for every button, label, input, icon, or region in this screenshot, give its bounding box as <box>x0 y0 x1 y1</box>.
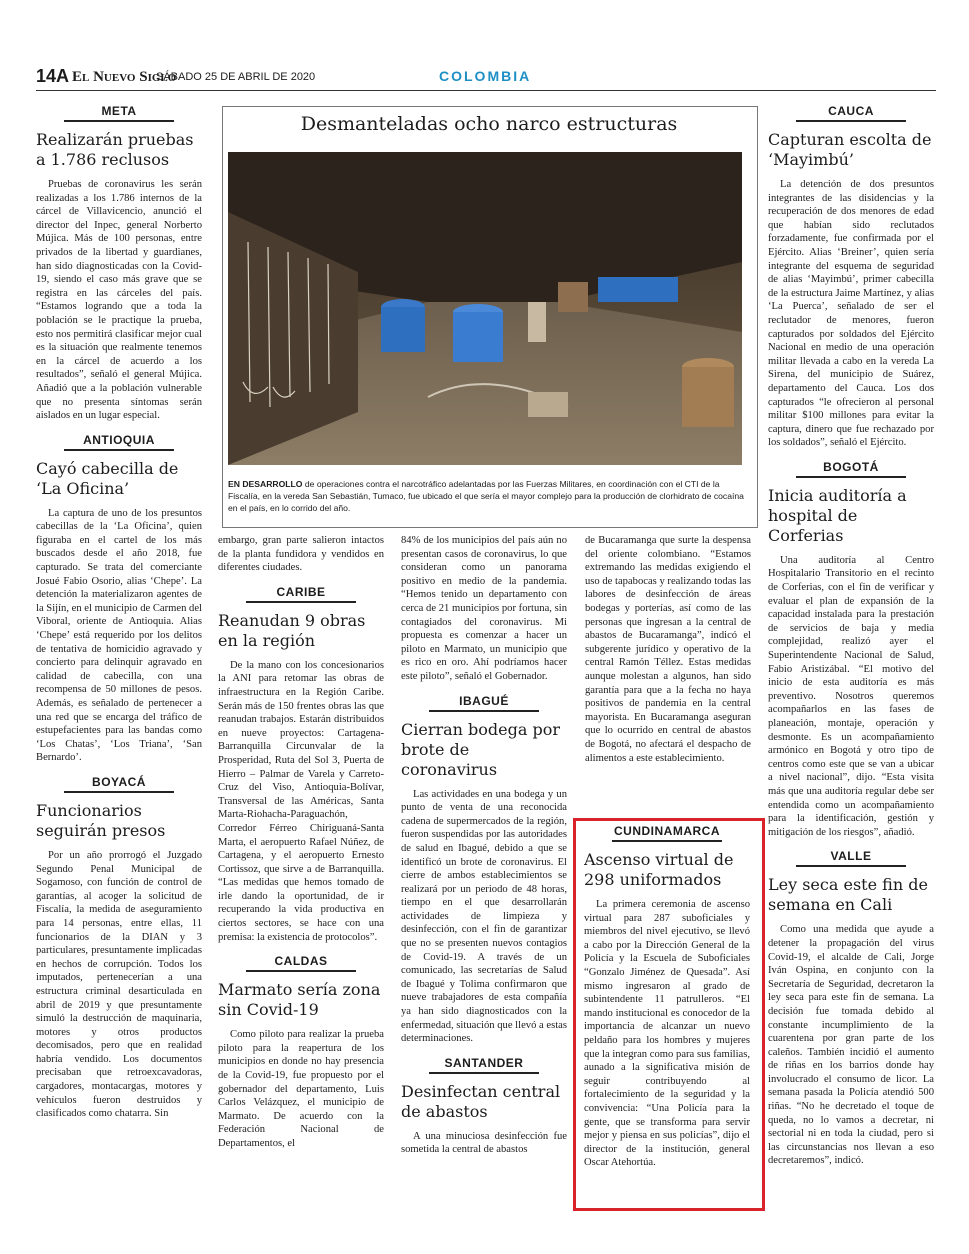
article-body: Por un año prorrogó el Juzgado Segundo Penal Municipal de Sogamoso, con función de control de garantías, al acoger la solicitud de Fiscalía, la medida de aseguramiento para 14 personas, entre ellas, 11 funcionarios de la DIAN y 3 particulares, presuntamente implicadas en hechos de corrupción. Todos los imputados, pertenecerían a una estructura criminal desarticulada en abril de 2019 y que presuntamente simuló la destrucción de maquinaria, motores y otros productos decomisados, pero que en realidad habría vendido. Los documentos precisaban que retroexcavadoras, cargadores, montacargas, motores y vehículos fueron destruidos y clasificados como chatarra. Sin <box>36 849 202 1120</box>
article-body: A una minuciosa desinfección fue sometida la central de abastos <box>401 1130 567 1156</box>
feature-photo <box>228 152 742 465</box>
article-body: La detención de dos presuntos integrantes de las disidencias y la recuperación de dos menores de edad que habían sido reclutados forzadamente, fue confirmada por el Ejército. Alias ‘Breiner’, quien sería integrante del esquema de seguridad de alias ‘Mayimbú’, primer cabecilla de la estructura Jaime Martínez, y alias ‘La Puerca’, señalado de ser el reclutador de menores, fueron capturados por soldados del Ejército Nacional en medio de una operación militar llevada a cabo en la vereda La Sirena, del municipio de Suárez, departamento del Cauca. Los dos capturados “le ofrecieron al personal militar $100 millones para evitar la captura, dinero que fue rechazado por los soldados”, señaló el Ejército. <box>768 179 934 449</box>
feature-caption <box>228 478 748 514</box>
article-body: de Bucaramanga que surte la despensa del oriente colombiano. “Estamos extremando las medidas exigiendo el uso de tapabocas y realizando todas las labores de desinfección de áreas bodegas y porterías, así como de las personas que ingresan a la central de abastos de Bucaramanga”, indicó el subgerente jurídico y operativo de la central Ramón Téllez. Estas medidas aunque molestan a algunos, han sido garantía para que a la fecha no haya positivos de pandemia en la central mayorista. En Bucaramanga aseguran que lo ocurrido en central de abastos de Bogotá, no afectará el despacho de alimentos a este establecimiento. <box>585 535 751 764</box>
region-tag: ANTIOQUIA <box>64 433 174 451</box>
newspaper-name: El Nuevo Siglo <box>72 69 177 85</box>
article-headline: Marmato sería zona sin Covid-19 <box>218 980 381 1020</box>
article-headline: Reanudan 9 obras en la región <box>218 610 366 650</box>
column-2 <box>218 534 384 1194</box>
region-tag: SANTANDER <box>429 1056 539 1074</box>
region-tag: CUNDINAMARCA <box>612 824 722 842</box>
page-number: 14A <box>36 66 70 86</box>
page-header <box>36 66 936 90</box>
article-continued <box>585 534 751 765</box>
article-body: La primera ceremonia de ascenso virtual para 287 suboficiales y miembros del nivel ejecutivo, se llevó a cabo por la Dirección General de la Policía y la Escuela de Suboficiales “Gonzalo Jiménez de Quesada”. Así mismo ingresaron al grado de subintendente 11 patrulleros. “El mando institucional es conocedor de la importancia de alcanzar un nuevo peldaño para los hombres y mujeres que la integran como para sus familias, aunado a la significativa misión de seguir contribuyendo al fortalecimiento de la seguridad y la convivencia: “Una Policía para la gente, que se transforma para servir mejor y piensa en sus policías”, dijo el director de la institución, general Oscar Atehortúa. <box>584 899 750 1169</box>
article-santander <box>401 1056 567 1157</box>
article-body: embargo, gran parte salieron intactos de la planta fundidora y vendidos en diferentes ciudades. <box>218 535 384 574</box>
region-tag: VALLE <box>796 849 906 867</box>
article-headline: Capturan escolta de ‘Mayimbú’ <box>768 130 932 169</box>
article-headline: Cierran bodega por brote de coronavirus <box>401 719 561 779</box>
article-cundinamarca <box>584 824 750 1170</box>
region-tag: IBAGUÉ <box>429 694 539 712</box>
article-meta <box>36 104 202 423</box>
article-caldas <box>218 954 384 1150</box>
article-continued <box>401 534 567 684</box>
feature-title: Desmanteladas ocho narco estructuras <box>300 113 678 135</box>
article-ibague <box>401 694 567 1046</box>
article-body: 84% de los municipios del país aún no presentan casos de coronavirus, lo que consideran como un panorama positivo en medio de la pandemia. “Hemos tenido un departamento con cerca de 21 municipios por fortuna, sin contagiados del coronavirus. Mi propuesta es comenzar a hacer un piloto en Marmato, un municipio que es rico en oro. Ahí podríamos hacer este piloto”, señaló el Gobernador. <box>401 535 567 682</box>
column-1 <box>36 104 202 1194</box>
article-headline: Desinfectan central de abastos <box>401 1081 561 1121</box>
article-headline: Ascenso virtual de 298 uniformados <box>584 850 734 889</box>
caption-text: de operaciones contra el narcotráfico adelantadas por las Fuerzas Militares, en coordinación con el CTI de la Fiscalía, en la vereda San Sebastián, Tumaco, fue ubicado el que sería el mayor complejo para la producción de clorhidrato de cocaína en el país, en lo corrido del año. <box>228 479 744 513</box>
column-4-top <box>585 534 751 814</box>
region-tag: META <box>64 104 174 122</box>
article-headline: Inicia auditoría a hospital de Corferias <box>768 485 907 545</box>
article-body: La captura de uno de los presuntos cabecillas de la ‘La Oficina’, quien figuraba en el cartel de los más buscados desde el año 2018, fue capturado. Se trata del comerciante Josué Fabio Osorio, alias ‘Chepe’. La detención la materializaron agentes de la Sijín, en el municipio de Carmen del Viboral, oriente de Antioquia. Alias ‘Chepe’ está requerido por los delitos de tentativa de homicidio agravado y concierto para delinquir agravado en calidad de cabecilla, con una recompensa de 50 millones de pesos. Además, es señalado de pertenecer a una red que se encarga del tráfico de estupefacientes para las bandas como ‘Los Chatas’, ‘Los Triana’, ‘San Bernardo’. <box>36 507 202 764</box>
article-body: Como piloto para realizar la prueba piloto para la reapertura de los municipios en donde no hay presencia de la Covid-19, fue propuesto por el gobernador del departamento, Luis Carlos Velázquez, el municipio de Marmato. De acuerdo con la Federación Nacional de Departamentos, el <box>218 1029 384 1149</box>
region-tag: CAUCA <box>796 104 906 122</box>
column-4-highlighted <box>584 824 750 1200</box>
article-body: De la mano con los concesionarios la ANI para retomar las obras de infraestructura en la Región Caribe. Serán más de 150 frentes obras las que reanudan trabajos. Estarán distribuidos en nueve proyectos: Cartagena-Barranquilla Circunvalar de la Prosperidad, Ruta del Sol 3, Puerta de Hierro – Palmar de Varela y Carreto-Cruz del Viso, Antioquia-Bolívar, Transversal de las Américas, Santa Marta-Riohacha-Paraguachón, Corredor Férreo Chiriguaná-Santa Marta, el aeropuerto Rafael Núñez, de Cartagena, y el aeropuerto Ernesto Cortissoz, que sirve a de Barranquilla. “Las medidas que hemos tomado de irle dando la oportunidad, de ir recuperando la vida productiva en ciertos sectores, se hace con una premisa: la existencia de protocolos”. <box>218 659 384 943</box>
section-name: COLOMBIA <box>439 68 532 84</box>
column-3 <box>401 534 567 1194</box>
article-valle <box>768 849 934 1168</box>
article-body: Pruebas de coronavirus les serán realizadas a los 1.786 internos de la cárcel de Villavicencio, anunció el director del Inpec, general Norberto Mújica. Más de 100 personas, entre privados de la libertad y guardianes, han sido diagnosticadas con la Covid-19, siendo el caso más grave que se registra en las cárceles del país. “Estamos logrando que a toda la población se le practique la prueba, esto nos permitirá clasificar mejor cual es la situación que realmente tenemos en la cárcel de acuerdo a los resultados”, señaló el general Mújica. Añadió que a la población vulnerable que no presenta síntomas serán aislados en un lugar especial. <box>36 179 202 422</box>
article-headline: Cayó cabecilla de ‘La Oficina’ <box>36 458 179 498</box>
column-5 <box>768 104 934 1194</box>
article-antioquia <box>36 433 202 765</box>
article-headline: Funcionarios seguirán presos <box>36 800 166 840</box>
issue-date: SÁBADO 25 DE ABRIL DE 2020 <box>156 71 316 83</box>
caption-lead: EN DESARROLLO <box>228 479 303 489</box>
article-body: Una auditoría al Centro Hospitalario Transitorio en el recinto de Corferias, con el fin de verificar y evaluar el plan de expansión de la capacidad instalada para la prestación de servicios de baja y media complejidad, realizó ayer el Superintendente Nacional de Salud, Fabio Aristizábal. “El motivo del inicio de esta auditoría es más preventivo. Nosotros queremos acompañarlos en las fases de planeación, montaje, operación y desmonte. Es un acompañamiento armónico en Bogotá y otro tipo de centros como este que se van a ubicar a nivel nacional”, dijo. “Esta visita más que una auditoría regular debe ser entendida como un acompañamiento para la identificación, gestión y mitigación de los riesgos”, añadió. <box>768 554 934 838</box>
article-headline: Ley seca este fin de semana en Cali <box>768 875 928 915</box>
article-boyaca <box>36 775 202 1121</box>
article-cauca <box>768 104 934 450</box>
header-rule <box>36 90 936 91</box>
article-body: Las actividades en una bodega y un punto de venta de una reconocida cadena de supermercados de la región, fueron suspendidas por las autoridades de salud en Ibagué, debido a que se identificó un brote de coronavirus. El cierre de ambos establecimientos se realizará por un periodo de 48 horas, tiempo en el que desarrollarán actividades de limpieza y desinfección, con el fin de garantizar que no se presenten nuevos contagios de Covid-19. A través de un comunicado, las secretarías de Salud de Ibagué y Tolima confirmaron que nueve trabajadores de esta compañía ya han sido diagnosticados con la enfermedad, situación que llevó a estas determinaciones. <box>401 788 567 1045</box>
article-body: Como una medida que ayude a detener la propagación del virus Covid-19, el alcalde de Cali, Jorge Iván Ospina, en conjunto con la Secretaría de Seguridad, decretaron la ley seca para este fin de semana. La decisión fue tomada debido al constante incumplimiento de la cuarentena por gran parte de los caleños. También incidió el aumento de riñas en los barrios donde hay involucrado el consumo de licor. La semana pasada la Policía atendió 500 riñas. “No he decretado el toque de queda, no lo vamos a decretar, ni sectorial ni en toda la ciudad, pero si las circunstancias nos llevan a eso decretaremos”, indicó. <box>768 924 934 1167</box>
article-continued <box>218 534 384 575</box>
article-headline: Realizarán pruebas a 1.786 reclusos <box>36 130 194 169</box>
region-tag: BOGOTÁ <box>796 460 906 478</box>
region-tag: CARIBE <box>246 585 356 603</box>
article-caribe <box>218 585 384 944</box>
article-bogota <box>768 460 934 839</box>
region-tag: CALDAS <box>246 954 356 972</box>
region-tag: BOYACÁ <box>64 775 174 793</box>
